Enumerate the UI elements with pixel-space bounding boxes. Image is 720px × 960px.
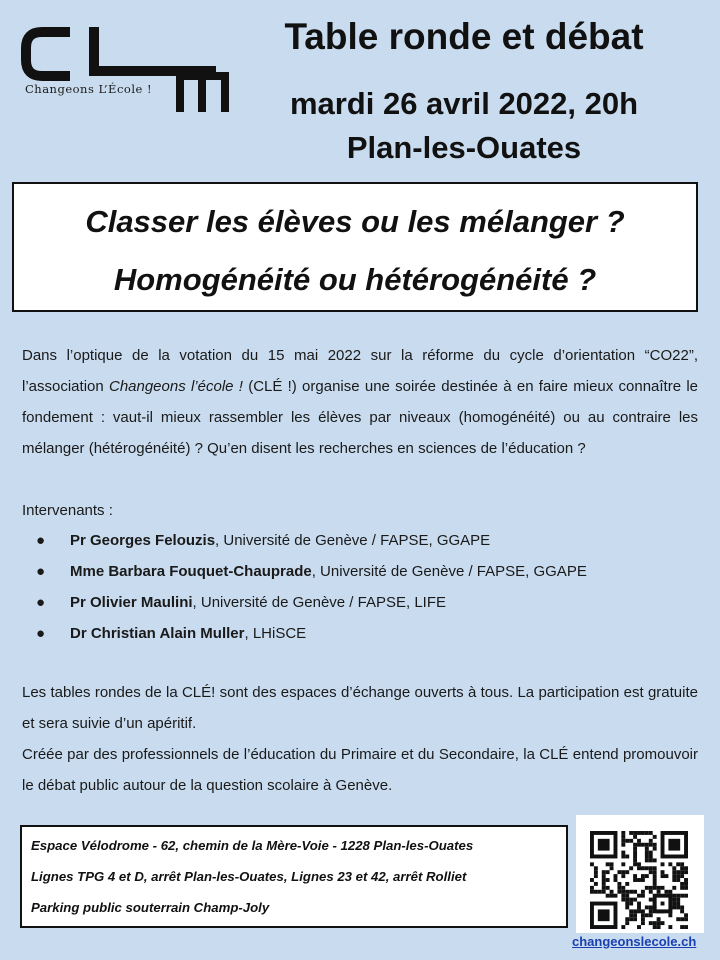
topic-box xyxy=(12,182,698,312)
speaker-name: Dr Christian Alain Muller xyxy=(70,625,245,642)
cle-logo-mark xyxy=(20,22,232,118)
tables-paragraph: Les tables rondes de la CLÉ! sont des espaces d’échange ouverts à tous. La participation est gratuite et sera suivie d’un apéritif. xyxy=(22,684,698,732)
speaker-item xyxy=(22,618,698,649)
event-date: mardi 26 avril 2022, 20h xyxy=(289,86,639,121)
venue-address: Espace Vélodrome - 62, chemin de la Mère-Voie - 1228 Plan-les-Ouates xyxy=(31,838,474,853)
speaker-affiliation: , Université de Genève / FAPSE, GGAPE xyxy=(215,532,491,549)
topic-question-1: Classer les élèves ou les mélanger ? xyxy=(85,204,625,239)
transport-lines: Lignes TPG 4 et D, arrêt Plan-les-Ouates, Lignes 23 et 42, arrêt Rolliet xyxy=(31,869,467,884)
association-name: Changeons l’école ! xyxy=(108,378,243,395)
speaker-affiliation: , Université de Genève / FAPSE, LIFE xyxy=(192,594,446,611)
topic-question-2: Homogénéité ou hétérogénéité ? xyxy=(113,262,597,297)
bullet-icon: ● xyxy=(36,594,46,611)
speaker-name: Pr Georges Felouzis xyxy=(70,532,216,549)
created-paragraph: Créée par des professionnels de l’éducation du Primaire et du Secondaire, la CLÉ entend promouvoir le débat public autour de la question scolaire à Genève. xyxy=(22,746,698,794)
speakers-list xyxy=(22,525,698,649)
speaker-name: Pr Olivier Maulini xyxy=(70,594,193,611)
intro-text-1: Dans l’optique de la votation du 15 mai 2022 sur la réforme du cycle d’orientation “CO22”, l’association xyxy=(22,347,698,395)
website-link[interactable]: changeonslecole.ch xyxy=(572,934,697,949)
event-title: Table ronde et débat xyxy=(284,16,644,57)
parking-info: Parking public souterrain Champ-Joly xyxy=(31,900,270,915)
intro-text-2: (CLÉ !) organise une soirée destinée à en faire mieux connaître le fondement : vaut-il mieux rassembler les élèves par niveaux (homogénéité) ou au contraire les mélanger (hétérogénéité) ? Qu’en disent les recherches en sciences de l’éducation ? xyxy=(22,378,698,457)
qr-code-icon xyxy=(590,831,688,929)
qr-code-panel xyxy=(576,815,704,933)
speakers-label: Intervenants : xyxy=(22,502,113,519)
venue-info-box xyxy=(20,825,568,928)
speaker-affiliation: , LHiSCE xyxy=(244,625,307,642)
cle-logo xyxy=(20,22,232,118)
speaker-item xyxy=(22,556,698,587)
intro-paragraph xyxy=(22,340,698,464)
speaker-item xyxy=(22,587,698,618)
speaker-affiliation: , Université de Genève / FAPSE, GGAPE xyxy=(311,563,587,580)
event-place: Plan-les-Ouates xyxy=(346,130,582,165)
bullet-icon: ● xyxy=(36,625,46,642)
logo-tagline: Changeons L’École ! xyxy=(25,82,153,96)
speaker-item xyxy=(22,525,698,556)
bullet-icon: ● xyxy=(36,563,46,580)
speaker-name: Mme Barbara Fouquet-Chauprade xyxy=(70,563,312,580)
bullet-icon: ● xyxy=(36,532,46,549)
